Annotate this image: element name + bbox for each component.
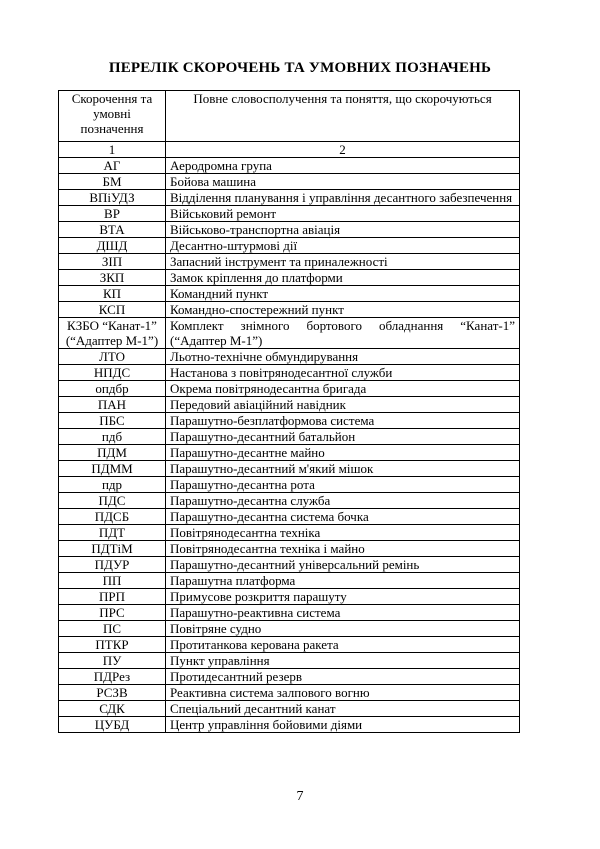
meaning-cell: Льотно-технічне обмундирування: [166, 349, 520, 365]
abbreviation-cell: ПДТ: [59, 525, 166, 541]
table-row: [59, 653, 520, 669]
table-row: [59, 413, 520, 429]
table-row: [59, 717, 520, 733]
meaning-cell: Командно-спостережний пункт: [166, 302, 520, 318]
abbreviation-cell: ПДТіМ: [59, 541, 166, 557]
table-row: [59, 158, 520, 174]
meaning-cell: Окрема повітрянодесантна бригада: [166, 381, 520, 397]
header-full-meaning: Повне словосполучення та поняття, що скорочуються: [166, 91, 520, 142]
table-row: [59, 222, 520, 238]
abbreviation-cell: ЛТО: [59, 349, 166, 365]
table-row: [59, 685, 520, 701]
column-number-row: [59, 142, 520, 158]
meaning-cell: Повітряне судно: [166, 621, 520, 637]
meaning-cell: Бойова машина: [166, 174, 520, 190]
abbreviation-cell: ПДСБ: [59, 509, 166, 525]
meaning-cell: Парашутно-десантне майно: [166, 445, 520, 461]
table-row: [59, 397, 520, 413]
page-number: 7: [296, 789, 304, 804]
abbreviation-cell: РСЗВ: [59, 685, 166, 701]
abbreviation-cell: ПРС: [59, 605, 166, 621]
table-row: [59, 573, 520, 589]
table-row: [59, 445, 520, 461]
table-row: [59, 318, 520, 349]
abbreviation-cell: ПДММ: [59, 461, 166, 477]
abbreviation-cell: ПДУР: [59, 557, 166, 573]
abbreviation-cell: пдр: [59, 477, 166, 493]
meaning-cell: Командний пункт: [166, 286, 520, 302]
table-row: [59, 621, 520, 637]
abbreviation-cell: пдб: [59, 429, 166, 445]
abbreviation-cell: СДК: [59, 701, 166, 717]
table-row: [59, 270, 520, 286]
table-row: [59, 381, 520, 397]
meaning-cell: Пункт управління: [166, 653, 520, 669]
table-row: [59, 493, 520, 509]
meaning-cell: Парашутно-десантний універсальний ремінь: [166, 557, 520, 573]
meaning-cell: Повітрянодесантна техніка: [166, 525, 520, 541]
meaning-cell: Парашутно-десантний м'який мішок: [166, 461, 520, 477]
table-row: [59, 429, 520, 445]
meaning-cell: Парашутно-десантна система бочка: [166, 509, 520, 525]
meaning-cell: Військово-транспортна авіація: [166, 222, 520, 238]
table-body: [59, 158, 520, 733]
abbreviation-cell: ПАН: [59, 397, 166, 413]
table-row: [59, 605, 520, 621]
meaning-cell: Військовий ремонт: [166, 206, 520, 222]
table-row: [59, 477, 520, 493]
table-row: [59, 669, 520, 685]
table-row: [59, 190, 520, 206]
meaning-cell: Комплект знімного бортового обладнання “Канат-1” (“Адаптер М-1”): [166, 318, 520, 349]
table-row: [59, 286, 520, 302]
abbreviation-cell: ПРП: [59, 589, 166, 605]
meaning-cell: Центр управління бойовими діями: [166, 717, 520, 733]
meaning-cell: Парашутно-десантна рота: [166, 477, 520, 493]
meaning-cell: Замок кріплення до платформи: [166, 270, 520, 286]
meaning-cell: Протидесантний резерв: [166, 669, 520, 685]
abbreviation-cell: ПТКР: [59, 637, 166, 653]
abbreviation-cell: ПС: [59, 621, 166, 637]
meaning-cell: Настанова з повітрянодесантної служби: [166, 365, 520, 381]
table-row: [59, 541, 520, 557]
abbreviation-cell: ЗКП: [59, 270, 166, 286]
abbreviation-cell: НПДС: [59, 365, 166, 381]
meaning-cell: Примусове розкриття парашуту: [166, 589, 520, 605]
meaning-cell: Реактивна система залпового вогню: [166, 685, 520, 701]
table-header-row: [59, 91, 520, 142]
meaning-cell: Парашутно-безплатформова система: [166, 413, 520, 429]
meaning-cell: Відділення планування і управління десантного забезпечення: [166, 190, 520, 206]
table-row: [59, 174, 520, 190]
meaning-cell: Запасний інструмент та приналежності: [166, 254, 520, 270]
table-row: [59, 509, 520, 525]
meaning-cell: Повітрянодесантна техніка і майно: [166, 541, 520, 557]
meaning-cell: Протитанкова керована ракета: [166, 637, 520, 653]
meaning-cell: Парашутна платформа: [166, 573, 520, 589]
meaning-cell: Аеродромна група: [166, 158, 520, 174]
abbreviation-cell: ЗІП: [59, 254, 166, 270]
abbreviation-cell: ПДМ: [59, 445, 166, 461]
table-row: [59, 254, 520, 270]
abbreviation-cell: ПП: [59, 573, 166, 589]
table-row: [59, 589, 520, 605]
meaning-cell: Спеціальний десантний канат: [166, 701, 520, 717]
abbreviation-cell: ПДРез: [59, 669, 166, 685]
abbreviation-cell: БМ: [59, 174, 166, 190]
abbreviation-cell: ПБС: [59, 413, 166, 429]
table-row: [59, 238, 520, 254]
abbreviation-cell: АГ: [59, 158, 166, 174]
abbreviation-cell: ВР: [59, 206, 166, 222]
abbreviation-cell: ЦУБД: [59, 717, 166, 733]
header-abbreviation: Скорочення та умовні позначення: [59, 91, 166, 142]
table-row: [59, 349, 520, 365]
abbreviation-cell: ВПіУДЗ: [59, 190, 166, 206]
meaning-cell: Парашутно-десантний батальйон: [166, 429, 520, 445]
table-row: [59, 365, 520, 381]
page-title: ПЕРЕЛІК СКОРОЧЕНЬ ТА УМОВНИХ ПОЗНАЧЕНЬ: [108, 60, 492, 76]
meaning-cell: Парашутно-десантна служба: [166, 493, 520, 509]
abbreviation-cell: ПДС: [59, 493, 166, 509]
meaning-cell: Парашутно-реактивна система: [166, 605, 520, 621]
abbreviations-table: [58, 90, 520, 733]
table-row: [59, 701, 520, 717]
table-row: [59, 461, 520, 477]
table-row: [59, 525, 520, 541]
column-number-2: 2: [166, 142, 520, 158]
meaning-cell: Передовий авіаційний навідник: [166, 397, 520, 413]
table-row: [59, 302, 520, 318]
abbreviation-cell: КЗБО “Канат-1” (“Адаптер М-1”): [59, 318, 166, 349]
meaning-cell: Десантно-штурмові дії: [166, 238, 520, 254]
abbreviation-cell: ВТА: [59, 222, 166, 238]
abbreviation-cell: опдбр: [59, 381, 166, 397]
abbreviation-cell: ПУ: [59, 653, 166, 669]
column-number-1: 1: [59, 142, 166, 158]
table-row: [59, 557, 520, 573]
abbreviation-cell: ДШД: [59, 238, 166, 254]
abbreviation-cell: КП: [59, 286, 166, 302]
abbreviation-cell: КСП: [59, 302, 166, 318]
table-row: [59, 206, 520, 222]
table-row: [59, 637, 520, 653]
